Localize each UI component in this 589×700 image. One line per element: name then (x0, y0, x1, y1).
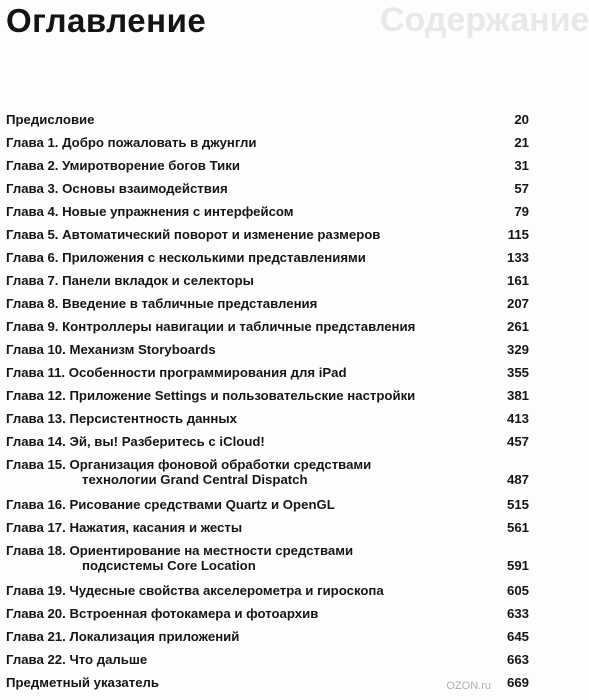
toc-entry-title (6, 520, 242, 535)
toc-entry-page-number: 645 (506, 629, 529, 644)
toc-entry-title (6, 319, 415, 334)
toc-entry-page-number: 457 (506, 434, 529, 449)
toc-entry-title-line: Глава 15. Организация фоновой обработки средствами (6, 457, 372, 472)
toc-entry-page-number: 133 (506, 250, 529, 265)
toc-entry-title-line: Глава 5. Автоматический поворот и изменение размеров (6, 227, 381, 242)
toc-entry (6, 629, 529, 644)
toc-entry-title (6, 457, 371, 487)
toc-entry-title-line: Глава 17. Нажатия, касания и жесты (6, 520, 243, 535)
toc-entry-title-continuation: подсистемы Core Location (82, 558, 256, 573)
toc-entry-title-line: Глава 11. Особенности программирования для iPad (6, 365, 347, 380)
toc-entry-title (6, 411, 237, 426)
toc-entry-title-line: Глава 9. Контроллеры навигации и табличные представления (6, 319, 416, 334)
toc-entry-title (6, 675, 159, 690)
toc-entry (6, 411, 529, 426)
toc-entry-page-number: 261 (506, 319, 529, 334)
toc-entry (6, 365, 529, 380)
toc-entry-title (6, 204, 294, 219)
toc-entry-page-number: 487 (506, 472, 529, 487)
toc-entry-page-number: 605 (506, 583, 529, 598)
toc-entry (6, 342, 529, 357)
toc-entry-page-number: 161 (506, 273, 529, 288)
toc-entry (6, 388, 529, 403)
toc-entry-page-number: 561 (506, 520, 529, 535)
toc-entry (6, 158, 529, 173)
toc-entry-title (6, 497, 335, 512)
toc-entry-title (6, 227, 380, 242)
toc-entry-title (6, 629, 239, 644)
toc-entry-page-number: 355 (506, 365, 529, 380)
toc-entry-title (6, 273, 254, 288)
toc-entry (6, 296, 529, 311)
toc-entry (6, 204, 529, 219)
toc-entry-title-line: Глава 16. Рисование средствами Quartz и OpenGL (6, 497, 335, 512)
toc-entry-page-number: 591 (506, 558, 529, 573)
toc-entry-page-number: 515 (506, 497, 529, 512)
toc-entry (6, 135, 529, 150)
toc-entry (6, 583, 529, 598)
toc-entry (6, 497, 529, 512)
toc-entry-page-number: 633 (506, 606, 529, 621)
toc-entry-title (6, 250, 366, 265)
toc-entry-title-line: Глава 7. Панели вкладок и селекторы (6, 273, 254, 288)
toc-entry-page-number: 663 (506, 652, 529, 667)
toc-entry-title (6, 388, 415, 403)
toc-entry (6, 112, 529, 127)
toc-entry-page-number: 413 (506, 411, 529, 426)
toc-entry-title (6, 296, 317, 311)
ghost-title: Содержание (380, 1, 589, 39)
toc-entry-title (6, 543, 353, 573)
toc-entry-title-continuation: технологии Grand Central Dispatch (82, 472, 308, 487)
toc-entry (6, 606, 529, 621)
toc-entry (6, 181, 529, 196)
toc-entry-title (6, 135, 257, 150)
page-title: Оглавление (6, 2, 207, 39)
toc-entry-title-line: Глава 2. Умиротворение богов Тики (6, 158, 240, 173)
toc-entry-page-number: 57 (514, 181, 529, 196)
toc-entry-page-number: 669 (506, 675, 529, 690)
toc-entry (6, 457, 529, 487)
toc-entry-title-line: Глава 18. Ориентирование на местности средствами (6, 543, 354, 558)
toc-entry-page-number: 31 (514, 158, 529, 173)
toc-entry-page-number: 20 (514, 112, 529, 127)
toc-entry-title-line: Глава 19. Чудесные свойства акселерометра и гироскопа (6, 583, 384, 598)
toc-entry-title (6, 434, 265, 449)
toc-entry-page-number: 21 (514, 135, 529, 150)
toc-entry (6, 319, 529, 334)
toc-entry-title (6, 583, 384, 598)
toc-entry-title-line: Глава 10. Механизм Storyboards (6, 342, 216, 357)
toc-entry-title (6, 652, 147, 667)
toc-entry-page-number: 381 (506, 388, 529, 403)
toc-entry (6, 434, 529, 449)
toc-entry (6, 543, 529, 573)
toc-entry-title (6, 112, 95, 127)
toc-entry (6, 273, 529, 288)
toc-entry-title (6, 158, 240, 173)
toc-entry-title-line: Предисловие (6, 112, 95, 127)
toc-entry-title (6, 365, 347, 380)
toc-entry-title-line: Глава 12. Приложение Settings и пользовательские настройки (6, 388, 416, 403)
watermark: OZON.ru (446, 680, 491, 692)
toc-entry-title (6, 342, 216, 357)
toc-entry-title-line: Глава 3. Основы взаимодействия (6, 181, 228, 196)
toc-entry-title-line: Глава 6. Приложения с несколькими представлениями (6, 250, 366, 265)
toc-entry-title (6, 181, 228, 196)
toc-entry-title-line: Глава 21. Локализация приложений (6, 629, 240, 644)
toc-entry-title-line: Предметный указатель (6, 675, 160, 690)
toc-entry-page-number: 115 (507, 227, 529, 242)
toc-entry-title-line: Глава 8. Введение в табличные представления (6, 296, 318, 311)
toc-entry-title-line: Глава 20. Встроенная фотокамера и фотоархив (6, 606, 319, 621)
toc-entry (6, 652, 529, 667)
toc-entry-title-line: Глава 22. Что дальше (6, 652, 148, 667)
toc-entry-title-line: Глава 14. Эй, вы! Разберитесь с iCloud! (6, 434, 265, 449)
toc-entry-title (6, 606, 318, 621)
toc-entry-page-number: 79 (514, 204, 529, 219)
toc-entry-page-number: 207 (506, 296, 529, 311)
toc-entry-page-number: 329 (506, 342, 529, 357)
toc-entry-title-line: Глава 1. Добро пожаловать в джунгли (6, 135, 257, 150)
toc-entry (6, 250, 529, 265)
toc-entry-title-line: Глава 4. Новые упражнения с интерфейсом (6, 204, 294, 219)
toc-entry (6, 520, 529, 535)
toc-entry-title-line: Глава 13. Персистентность данных (6, 411, 237, 426)
toc-entry (6, 227, 529, 242)
